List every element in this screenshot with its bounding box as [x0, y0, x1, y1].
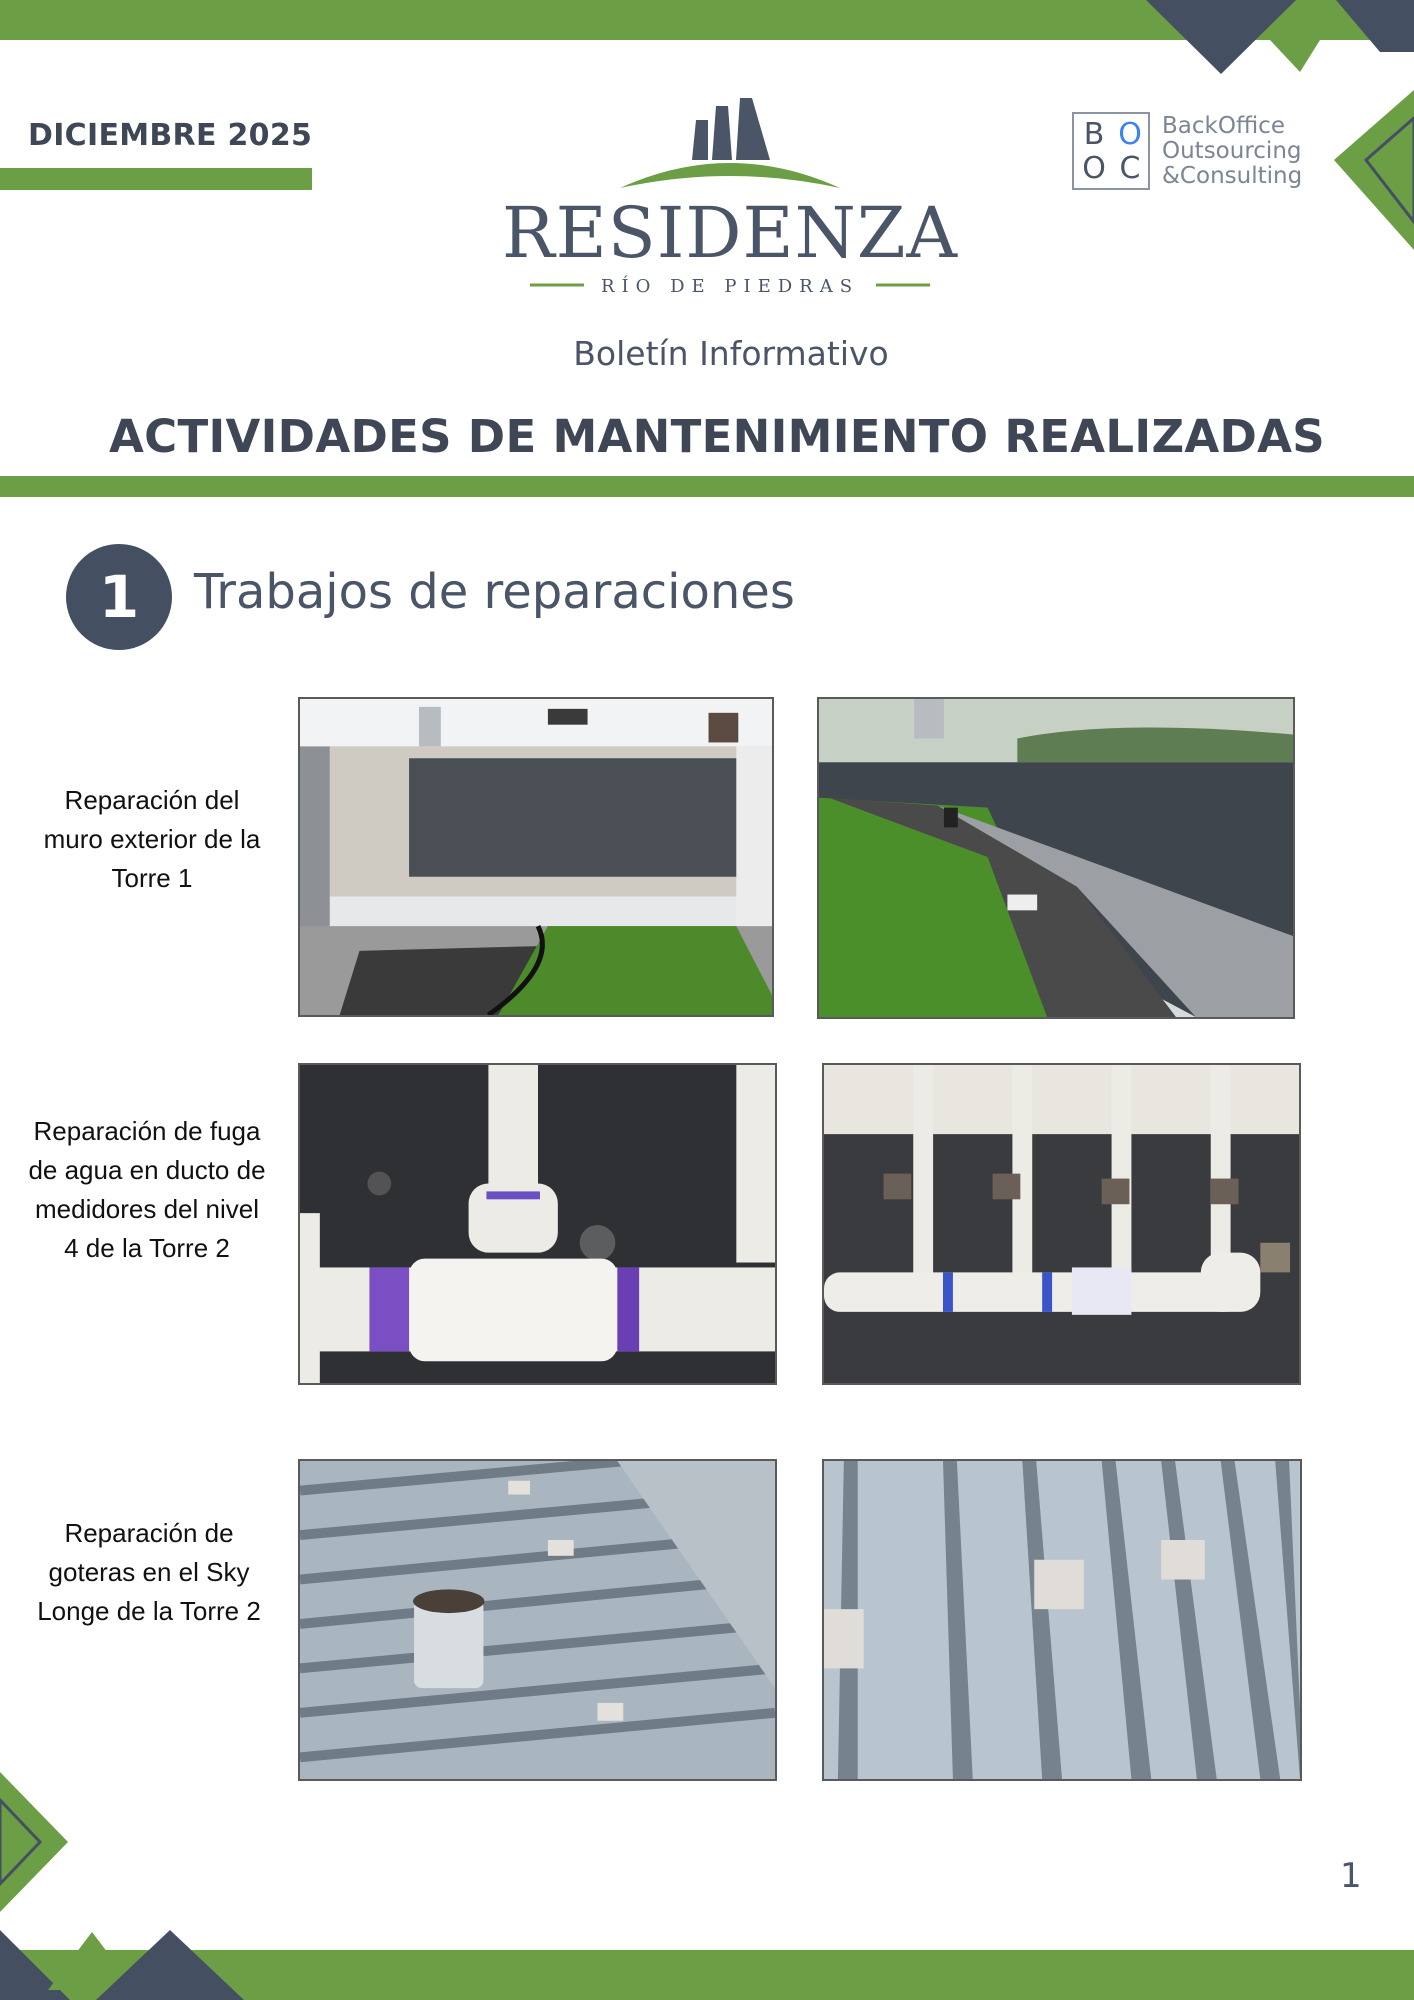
- partner-name: [1162, 114, 1302, 189]
- partner-line: BackOffice: [1162, 113, 1285, 139]
- roof-repair-photo: [822, 1459, 1302, 1781]
- pipe-repair-photo: [298, 1063, 777, 1385]
- wall-repair-photo: [298, 697, 774, 1017]
- page-number: 1: [1340, 1856, 1362, 1896]
- logo-subtitle: RÍO DE PIEDRAS: [600, 276, 860, 297]
- partner-letter: O: [1082, 151, 1106, 186]
- partner-logo: [1072, 112, 1150, 190]
- partner-letter: C: [1119, 151, 1141, 186]
- item-caption: Reparación del muro exterior de la Torre 1: [43, 785, 261, 893]
- issue-date: DICIEMBRE 2025: [28, 118, 313, 153]
- partner-letter: O: [1118, 117, 1142, 152]
- roof-repair-photo: [298, 1459, 777, 1781]
- page-title: ACTIVIDADES DE MANTENIMIENTO REALIZADAS: [109, 410, 1325, 463]
- section-title: Trabajos de reparaciones: [194, 564, 795, 620]
- item-caption: Reparación de goteras en el Sky Longe de la Torre 2: [37, 1518, 261, 1626]
- partner-line: Outsourcing: [1162, 138, 1302, 164]
- partner-line: &Consulting: [1162, 163, 1303, 189]
- section-number-badge: 1: [66, 544, 172, 650]
- logo-name: RESIDENZA: [501, 192, 959, 274]
- title-divider: [0, 476, 1414, 497]
- date-underline: [0, 168, 312, 190]
- bulletin-label: Boletín Informativo: [573, 334, 889, 373]
- item-caption: Reparación de fuga de agua en ducto de medidores del nivel 4 de la Torre 2: [28, 1116, 266, 1263]
- partner-letter: B: [1083, 117, 1105, 152]
- wall-repair-photo: [817, 697, 1295, 1019]
- pipe-repair-photo: [822, 1063, 1301, 1385]
